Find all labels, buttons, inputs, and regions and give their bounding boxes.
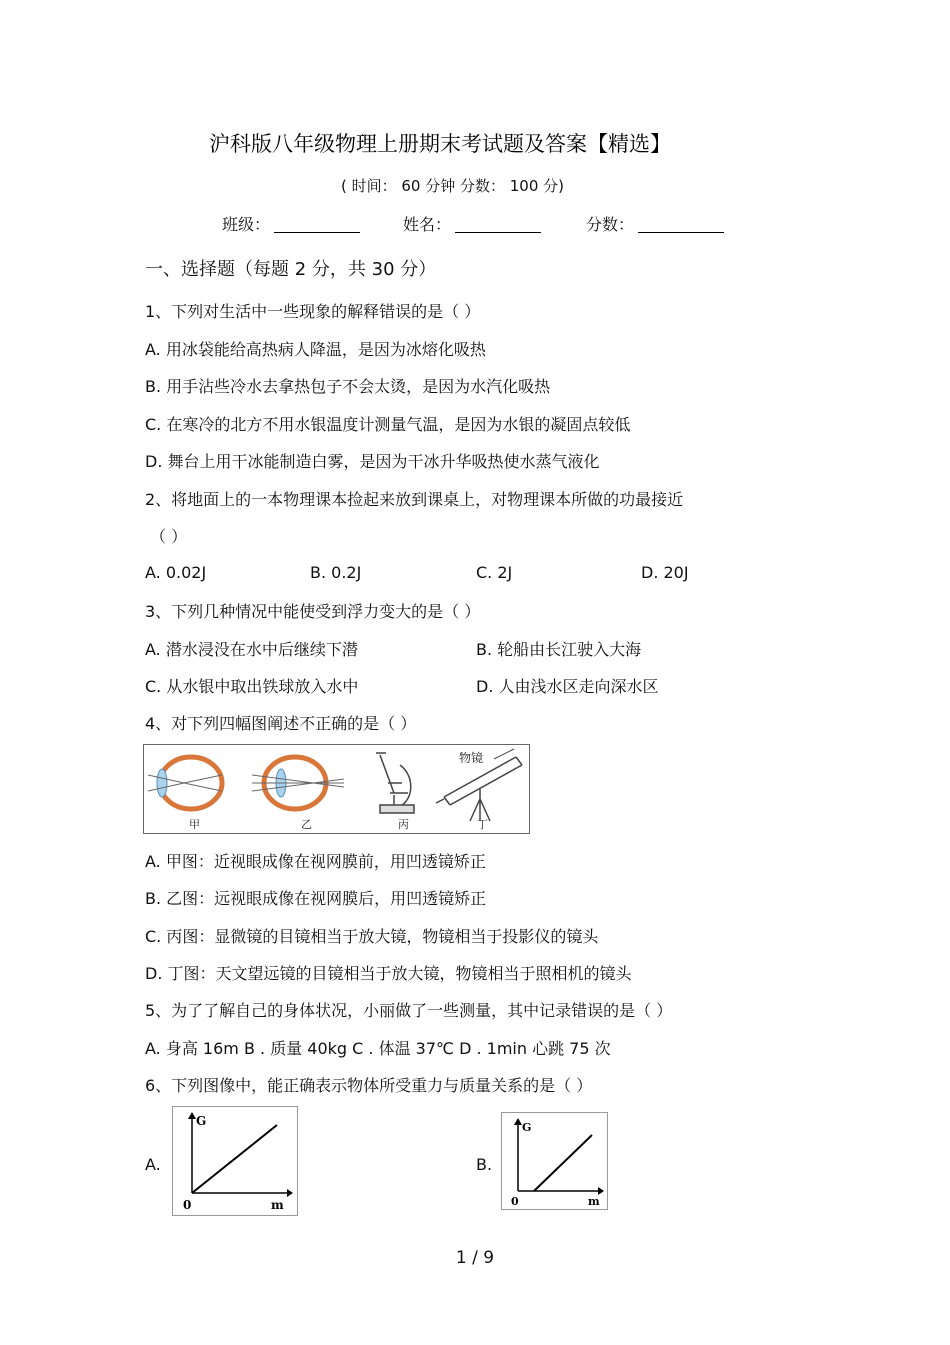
q6-graph-b [501, 1112, 608, 1210]
q4-option-c: C. 丙图：显微镜的目镜相当于放大镜，物镜相当于投影仪的镜头 [145, 927, 599, 946]
q1-option-b: B. 用手沾些冷水去拿热包子不会太烫，是因为水汽化吸热 [145, 377, 551, 396]
page-title: 沪科版八年级物理上册期末考试题及答案【精选】 [209, 132, 671, 156]
objective-lens-label: 物镜 [459, 751, 484, 765]
q6-option-a-label: A. [145, 1155, 161, 1174]
graph-b-x-label: m [588, 1195, 600, 1208]
q4-stem: 4、对下列四幅图阐述不正确的是（ ） [145, 714, 417, 733]
q6-option-b-label: B. [476, 1155, 493, 1174]
q6-graph-a-art [173, 1107, 297, 1215]
q2-bracket: （ ） [150, 527, 188, 546]
q4-figure-art [144, 745, 529, 833]
q3-option-b: B. 轮船由长江驶入大海 [476, 640, 642, 659]
score-blank[interactable] [638, 216, 724, 233]
q3-option-d: D. 人由浅水区走向深水区 [476, 677, 659, 696]
q4-option-b: B. 乙图：远视眼成像在视网膜后，用凹透镜矫正 [145, 889, 487, 908]
class-blank[interactable] [274, 216, 360, 233]
microscope-icon [376, 753, 414, 813]
fig-label-bing: 丙 [398, 818, 409, 831]
myopia-eye-icon [148, 757, 222, 809]
q1-option-d: D. 舞台上用干冰能制造白雾，是因为干冰升华吸热使水蒸气液化 [145, 452, 600, 471]
fig-label-ding: 丁 [477, 818, 488, 831]
q2-option-b: B. 0.2J [310, 563, 362, 582]
score-label: 分数： [586, 215, 635, 234]
q2-stem: 2、将地面上的一本物理课本捡起来放到课桌上，对物理课本所做的功最接近 [145, 490, 684, 509]
graph-a-origin: 0 [183, 1198, 192, 1212]
q5-stem: 5、为了了解自己的身体状况，小丽做了一些测量，其中记录错误的是（ ） [145, 1001, 673, 1020]
q3-option-c: C. 从水银中取出铁球放入水中 [145, 677, 359, 696]
name-label: 姓名： [403, 215, 452, 234]
page-number: 1 / 9 [455, 1248, 495, 1268]
class-field[interactable] [222, 212, 360, 235]
q6-graph-a [172, 1106, 298, 1216]
name-blank[interactable] [455, 216, 541, 233]
q4-figure [143, 744, 530, 834]
q3-stem: 3、下列几种情况中能使受到浮力变大的是（ ） [145, 602, 481, 621]
hyperopia-eye-icon [252, 757, 344, 809]
fig-label-yi: 乙 [301, 818, 312, 831]
graph-a-x-label: m [271, 1198, 284, 1212]
section-heading: 一、选择题（每题 2 分，共 30 分） [145, 259, 437, 280]
graph-b-origin: 0 [511, 1195, 519, 1208]
q4-option-a: A. 甲图：近视眼成像在视网膜前，用凹透镜矫正 [145, 852, 486, 871]
fig-label-jia: 甲 [189, 818, 200, 831]
name-field[interactable] [403, 212, 541, 235]
exam-meta: ( 时间： 60 分钟 分数： 100 分) [340, 177, 565, 195]
q3-option-a: A. 潜水浸没在水中后继续下潜 [145, 640, 358, 659]
graph-a-y-label: G [196, 1114, 207, 1128]
q2-option-a: A. 0.02J [145, 563, 207, 582]
class-label: 班级： [222, 215, 271, 234]
q2-option-c: C. 2J [476, 563, 513, 582]
q2-option-d: D. 20J [641, 563, 689, 582]
graph-b-y-label: G [522, 1121, 532, 1134]
q5-options: A. 身高 16m B . 质量 40kg C . 体温 37℃ D . 1min 心跳 75 次 [145, 1039, 611, 1058]
q1-option-a: A. 用冰袋能给高热病人降温，是因为冰熔化吸热 [145, 340, 486, 359]
q1-option-c: C. 在寒冷的北方不用水银温度计测量气温，是因为水银的凝固点较低 [145, 415, 631, 434]
q4-option-d: D. 丁图：天文望远镜的目镜相当于放大镜，物镜相当于照相机的镜头 [145, 964, 632, 983]
score-field[interactable] [586, 212, 724, 235]
q1-stem: 1、下列对生活中一些现象的解释错误的是（ ） [145, 302, 481, 321]
q6-graph-b-art [502, 1113, 607, 1209]
q6-stem: 6、下列图像中，能正确表示物体所受重力与质量关系的是（ ） [145, 1076, 593, 1095]
